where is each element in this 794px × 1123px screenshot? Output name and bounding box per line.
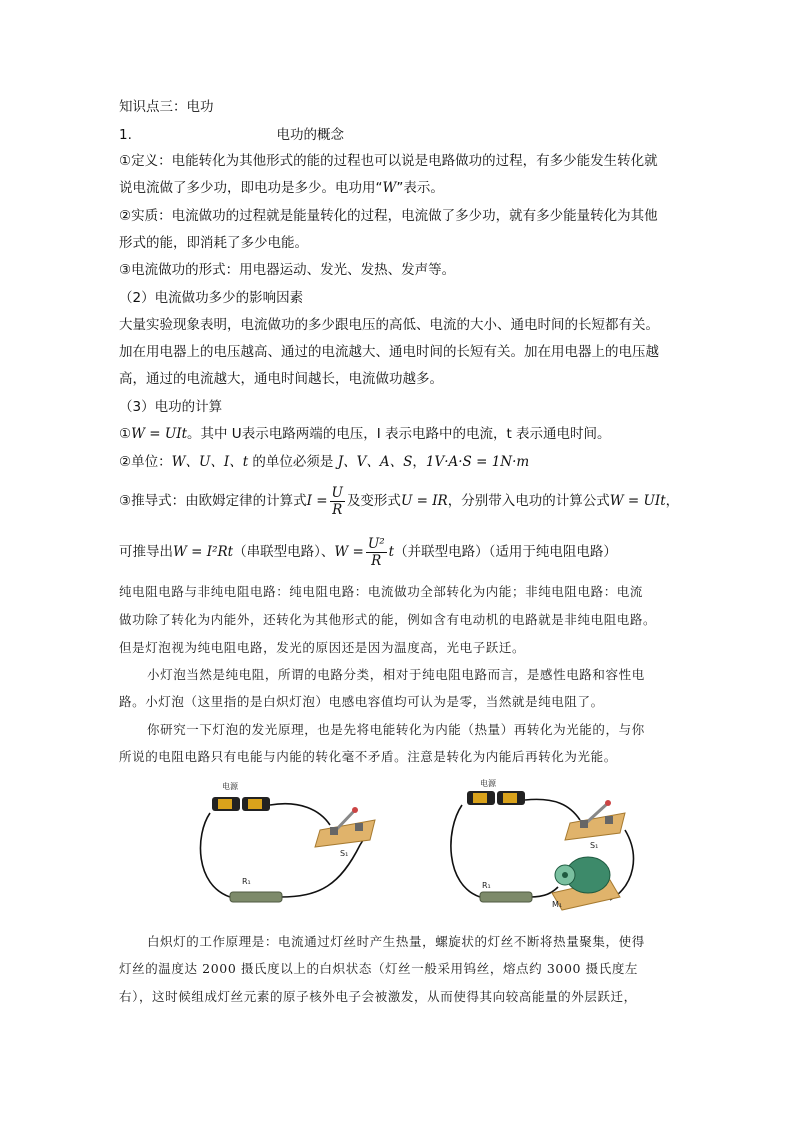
- units-line: ②单位：W、U、I、t 的单位必须是 J、V、A、S，1V·A·S = 1N·m: [119, 454, 530, 470]
- unit-equation: 1V·A·S = 1N·m: [425, 454, 530, 470]
- ohm-fraction: $\frac{U}{R}$: [331, 484, 343, 518]
- resistor-label: R₁: [242, 877, 251, 886]
- definition-line-1: ①定义：电能转化为其他形式的能的过程也可以说是电路做功的过程，有多少能发生转化就: [119, 153, 658, 169]
- switch-label: S₁: [590, 841, 599, 850]
- motor-label: M₁: [552, 900, 563, 909]
- push-line: 可推导出W = I²Rt（串联型电路）、W = $\frac{\text{U²}}{R}$ t（并联型电路）（适用于纯电阻电路）: [119, 535, 617, 569]
- note-line-1: 纯电阻电路与非纯电阻电路：纯电阻电路：电流做功全部转化为内能；非纯电阻电路：电流: [119, 584, 644, 599]
- battery-icon: [467, 791, 525, 805]
- factors-line-3: 高，通过的电流越大，通电时间越长，电流做功越多。: [119, 371, 443, 387]
- resistor-icon: [230, 892, 282, 902]
- item-number: 1.: [119, 127, 132, 143]
- switch-icon: [315, 807, 375, 847]
- motor-icon: [552, 857, 620, 910]
- resistor-label: R₁: [482, 881, 491, 890]
- switch-label: S₁: [340, 849, 349, 858]
- battery-label: 电源: [480, 779, 496, 788]
- factors-line-2: 加在用电器上的电压越高、通过的电流越大、通电时间的长短有关。加在用电器上的电压越: [119, 344, 659, 360]
- circuit-drawing: [440, 775, 640, 915]
- note-line-4: 小灯泡当然是纯电阻，所谓的电路分类，相对于纯电阻电路而言，是感性电路和容性电: [147, 667, 645, 682]
- item-title: 电功的概念: [276, 127, 344, 143]
- item-1: [119, 125, 344, 145]
- bulb-line-3: 右），这时候组成灯丝元素的原子核外电子会被激发，从而使得其向较高能量的外层跃迁，: [119, 989, 637, 1004]
- battery-label: 电源: [222, 782, 238, 791]
- note-line-7: 所说的电阻电路只有电能与内能的转化毫不矛盾。注意是转化为内能后再转化为光能。: [119, 749, 617, 764]
- resistor-icon: [480, 892, 532, 902]
- work-formula: W = UIt: [131, 426, 188, 442]
- calc-formula-line: ①W = UIt。其中 U表示电路两端的电压，I 表示电路中的电流，t 表示通电时间。: [119, 426, 611, 442]
- subsection-3-title: （3）电功的计算: [119, 399, 223, 415]
- circuit-drawing: [190, 775, 390, 910]
- section-heading: 知识点三：电功: [119, 99, 214, 115]
- bulb-line-2: 灯丝的温度达 2000 摄氏度以上的白炽状态（灯丝一般采用钨丝，熔点约 3000 摄氏度左: [119, 961, 639, 976]
- note-line-5: 路。小灯泡（这里指的是白炽灯泡）电感电容值均可认为是零，当然就是纯电阻了。: [119, 694, 604, 709]
- definition-line-2: 说电流做了多少功，即电功是多少。电功用“W”表示。: [119, 180, 444, 196]
- bulb-line-1: 白炽灯的工作原理是：电流通过灯丝时产生热量，螺旋状的灯丝不断将热量聚集，使得: [147, 934, 645, 949]
- circuit-diagram-resistor: [190, 775, 390, 910]
- note-line-6: 你研究一下灯泡的发光原理，也是先将电能转化为内能（热量）再转化为光能的，与你: [147, 722, 645, 737]
- forms-line: ③电流做功的形式：用电器运动、发光、发热、发声等。: [119, 262, 456, 278]
- essence-line-2: 形式的能，即消耗了多少电能。: [119, 235, 308, 251]
- circuit-diagram-motor: [440, 775, 640, 915]
- power-fraction: $\frac{\text{U²}}{R}$: [367, 535, 385, 569]
- derivation-line: ③推导式：由欧姆定律的计算式I = $\frac{U}{R}$ 及变形式U = IR，分别带入电功的计算公式W = UIt，: [119, 484, 680, 518]
- battery-icon: [212, 797, 270, 811]
- switch-icon: [565, 800, 625, 840]
- essence-line-1: ②实质：电流做功的过程就是能量转化的过程，电流做了多少功，就有多少能量转化为其他: [119, 208, 658, 224]
- note-line-3: 但是灯泡视为纯电阻电路，发光的原因还是因为温度高，光电子跃迁。: [119, 640, 526, 655]
- subsection-2-title: （2）电流做功多少的影响因素: [119, 290, 304, 306]
- note-line-2: 做功除了转化为内能外，还转化为其他形式的能，例如含有电动机的电路就是非纯电阻电路。: [119, 612, 657, 627]
- factors-line-1: 大量实验现象表明，电流做功的多少跟电压的高低、电流的大小、通电时间的长短都有关。: [119, 317, 659, 333]
- work-symbol: W: [382, 180, 397, 196]
